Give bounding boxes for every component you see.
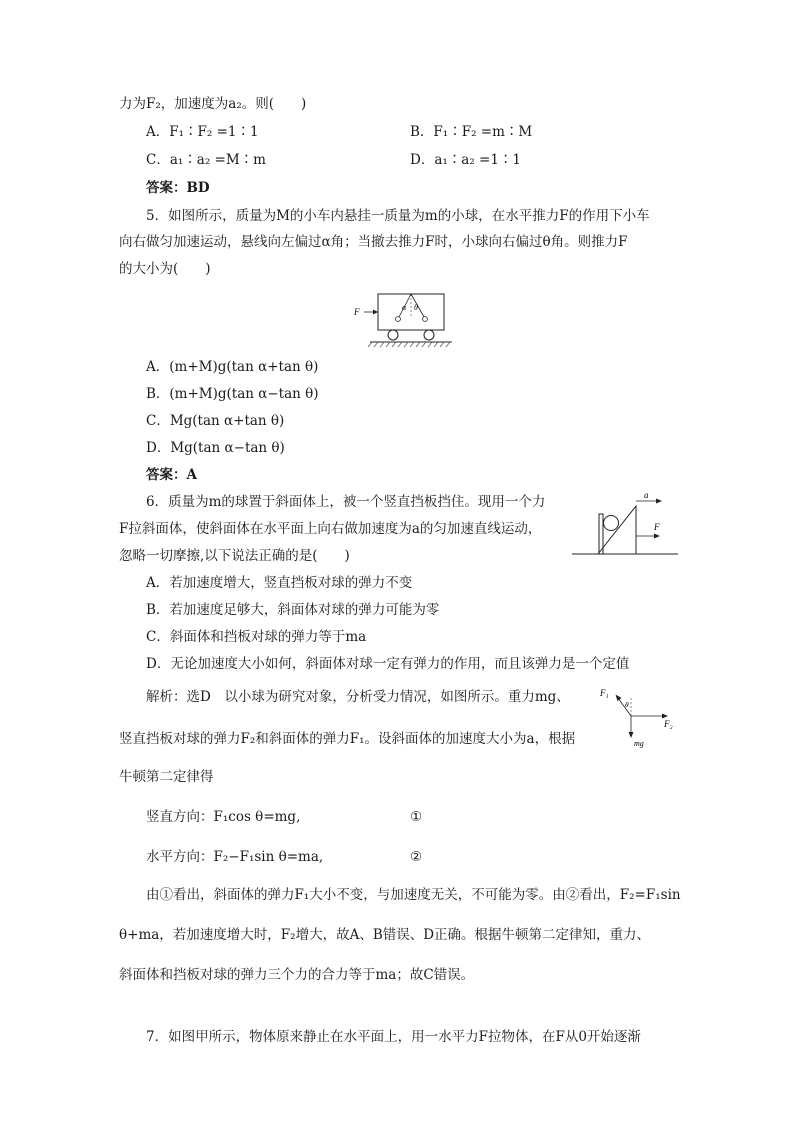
q6-option-d: D．无论加速度大小如何，斜面体对球一定有弹力的作用，而且该弹力是一个定值 [146,656,630,672]
svg-text:a: a [644,490,649,500]
q6-equation-2: 水平方向：F₂−F₁sin θ=ma, [146,849,324,865]
q5-option-c: C．Mg(tan α+tan θ) [146,413,285,429]
q4-answer: 答案：BD [146,180,210,196]
q6-incline-figure [570,488,682,560]
q4-option-c: C．a₁∶a₂ =M∶m [146,152,266,168]
svg-text:F: F [654,522,660,532]
q5-stem-line-2: 向右做匀加速运动，悬线向左偏过α角；当撤去推力F时，小球向右偏过θ角。则推力F [119,234,628,250]
q6-equation-1-number: ① [410,809,423,825]
q5-stem-line-1: 5．如图所示，质量为M的小车内悬挂一质量为m的小球，在水平推力F的作用下小车 [146,208,650,224]
ball-icon [604,516,619,531]
wheel-right-icon [424,330,434,340]
q7-stem-line: 7．如图甲所示，物体原来静止在水平面上，用一水平力F拉物体，在F从0开始逐渐 [146,1029,641,1045]
q4-option-b: B．F₁∶F₂ =m∶M [410,124,533,140]
q6-force-diagram [598,686,682,748]
q4-stem-tail: 力为F₂，加速度为a₂。则( ) [119,96,307,112]
svg-text:mg: mg [634,739,644,748]
q6-equation-1: 竖直方向：F₁cos θ=mg, [146,809,301,825]
q6-option-b: B．若加速度足够大，斜面体对球的弹力可能为零 [146,602,440,618]
q6-stem-line-1: 6．质量为m的球置于斜面体上，被一个竖直挡板挡住。现用一个力 [146,494,546,510]
q6-option-c: C．斜面体和挡板对球的弹力等于ma [146,629,367,645]
q6-conclusion-line-1: 由①看出，斜面体的弹力F₁大小不变，与加速度无关，不可能为零。由②看出，F₂=F₁sin [146,887,681,903]
q6-analysis-line-2: 竖直挡板对球的弹力F₂和斜面体的弹力F₁。设斜面体的加速度大小为a，根据 [119,731,576,747]
q6-stem-line-2: F拉斜面体，使斜面体在水平面上向右做加速度为a的匀加速直线运动， [119,521,542,537]
q6-stem-line-3: 忽略一切摩擦,以下说法正确的是( ) [119,548,350,564]
q5-option-a: A．(m+M)g(tan α+tan θ) [146,359,319,375]
q6-equation-2-number: ② [410,849,423,865]
svg-text:θ: θ [625,700,629,709]
q6-conclusion-line-2: θ+ma，若加速度增大时，F₂增大，故A、B错误、D正确。根据牛顿第二定律知，重力、 [119,927,651,943]
svg-text:α: α [402,303,407,312]
q5-stem-line-3: 的大小为( ) [119,261,211,277]
q4-option-a: A．F₁∶F₂ =1∶1 [146,124,259,140]
svg-text:F: F [354,307,360,317]
q6-analysis-line-1: 解析：选D 以小球为研究对象，分析受力情况，如图所示。重力mg、 [146,689,570,705]
svg-text:θ: θ [414,303,418,312]
svg-text:F₁: F₁ [600,688,609,698]
q6-conclusion-line-3: 斜面体和挡板对球的弹力三个力的合力等于ma；故C错误。 [119,967,475,983]
wheel-left-icon [388,330,398,340]
q6-option-a: A．若加速度增大，竖直挡板对球的弹力不变 [146,575,413,591]
q5-answer: 答案：A [146,467,197,483]
q4-option-d: D．a₁∶a₂ =1∶1 [410,152,522,168]
q5-cart-figure [352,288,464,350]
q5-option-b: B．(m+M)g(tan α−tan θ) [146,386,319,402]
q6-analysis-line-3: 牛顿第二定律得 [119,769,214,785]
svg-text:F₂: F₂ [664,719,673,729]
q5-option-d: D．Mg(tan α−tan θ) [146,440,285,456]
